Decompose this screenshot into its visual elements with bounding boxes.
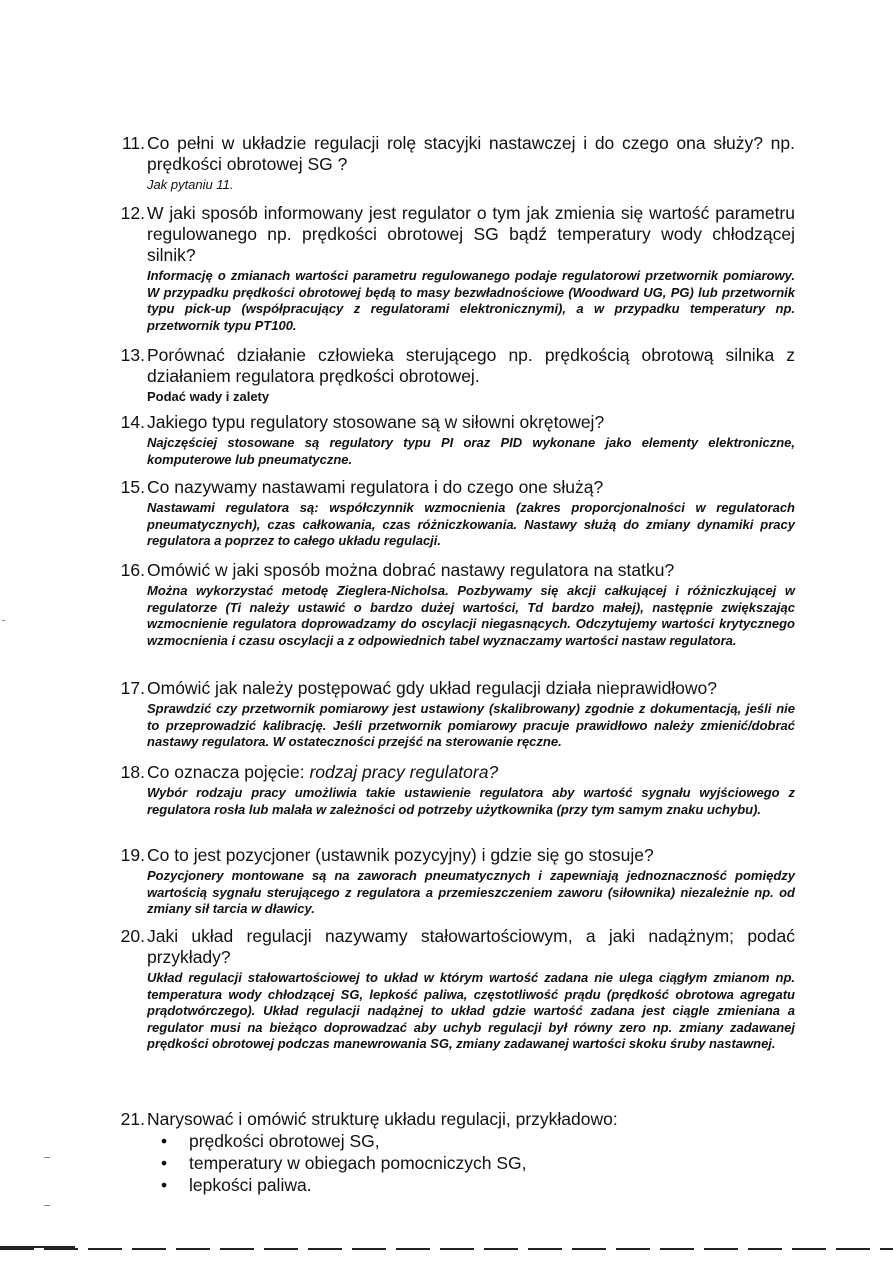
answer-text: Pozycjonery montowane są na zaworach pneumatycznych i zapewniają jednoznaczność pomiędzy wartością sygnału sterującego z regulatora a przemieszczeniem zaworu (siłownika) niezależnie np. od zmiany sił tarcia w dławicy. [147, 868, 795, 917]
question-number: 21. [120, 1109, 145, 1129]
answer-text: Podać wady i zalety [147, 389, 270, 404]
question-15 [105, 477, 795, 550]
answer-text: Najczęściej stosowane są regulatory typu PI oraz PID wykonane jako elementy elektroniczne, komputerowe lub pneumatyczne. [147, 435, 795, 467]
question-number: 15. [120, 477, 145, 497]
list-item: • prędkości obrotowej SG, [161, 1130, 795, 1152]
question-body: Omówić jak należy postępować gdy układ regulacji działa nieprawidłowo? [147, 678, 718, 698]
bullet-list [105, 1130, 795, 1196]
question-body: Co nazywamy nastawami regulatora i do czego one służą? [147, 477, 604, 497]
question-11 [105, 133, 795, 194]
question-20 [105, 926, 795, 1053]
divider-dashed [0, 1248, 893, 1250]
question-number: 11. [121, 133, 145, 153]
question-body: Jaki układ regulacji nazywamy stałowartościowym, a jaki nadążnym; podać przykłady? [147, 926, 795, 967]
question-text [105, 412, 795, 433]
question-body: W jaki sposób informowany jest regulator o tym jak zmienia się wartość parametru regulowanego np. prędkości obrotowej SG bądź temperatury wody chłodzącej silnik? [147, 203, 795, 265]
question-text [105, 560, 795, 581]
question-number: 17. [120, 678, 145, 698]
question-text [105, 1109, 795, 1130]
scan-mark [44, 1205, 50, 1206]
question-19 [105, 845, 795, 918]
question-number: 18. [120, 762, 145, 782]
question-number: 20. [120, 926, 145, 946]
answer-text: Układ regulacji stałowartościowej to układ w którym wartość zadana nie ulega ciągłym zmianom np. temperatura wody chłodzącej SG, lepkość paliwa, częstotliwość prądu (prędkość obrotowa agregatu prądotwórczego). Układ regulacji nadążnej to układ gdzie wartość zadana jest ciągle zmieniana a regulator musi na bieżąco doprowadzać aby uchyb regulacji był równy zero np. zmiany zadawanej prędkości obrotowej podczas manewrowania SG, zmiany zadawanej wartości skoku śruby nastawnej. [147, 970, 795, 1052]
question-body: Porównać działanie człowieka sterującego np. prędkością obrotową silnika z działaniem regulatora prędkości obrotowej. [147, 345, 795, 386]
question-18 [105, 762, 795, 818]
question-text [105, 345, 795, 387]
question-text [105, 926, 795, 968]
question-body-italic: rodzaj pracy regulatora? [309, 762, 499, 782]
answer-text: Wybór rodzaju pracy umożliwia takie ustawienie regulatora aby wartość sygnału wyjściowego z regulatora rosła lub malała w zależności od potrzeby użytkownika (przy tym samym znaku uchybu). [147, 785, 795, 817]
question-text [105, 762, 795, 783]
question-body: Omówić w jaki sposób można dobrać nastawy regulatora na statku? [147, 560, 675, 580]
question-14 [105, 412, 795, 468]
answer-text: Nastawami regulatora są: współczynnik wzmocnienia (zakres proporcjonalności w regulatorach pneumatycznych), czas całkowania, czas różniczkowania. Nastawy służą do zmiany dynamiki pracy regulatora a poprzez to całego układu regulacji. [147, 500, 795, 549]
answer-text: Można wykorzystać metodę Zieglera-Nicholsa. Pozbywamy się akcji całkującej i różniczkującej w regulatorze (Ti należy ustawić o bardzo dużej wartości, Td bardzo małej), następnie zwiększając wzmocnienie regulatora doprowadzamy do oscylacji niegasnących. Odczytujemy wartości krytycznego wzmocnienia i czasu oscylacji a z odpowiednich tabel wyznaczamy wartości nastaw regulatora. [147, 583, 795, 648]
question-number: 13. [120, 345, 145, 365]
question-text [105, 133, 795, 175]
question-text [105, 477, 795, 498]
question-16 [105, 560, 795, 649]
question-13 [105, 345, 795, 406]
scan-mark [44, 1157, 50, 1158]
question-12 [105, 203, 795, 334]
question-17 [105, 678, 795, 751]
question-body: Co pełni w układzie regulacji rolę stacyjki nastawczej i do czego ona służy? np. prędkości obrotowej SG ? [147, 133, 795, 174]
scan-mark [2, 620, 5, 621]
list-item: • lepkości paliwa. [161, 1174, 795, 1196]
question-text [105, 678, 795, 699]
question-text [105, 203, 795, 266]
question-body: Narysować i omówić strukturę układu regulacji, przykładowo: [147, 1109, 618, 1129]
answer-text: Informację o zmianach wartości parametru regulowanego podaje regulatorowi przetwornik pomiarowy. W przypadku prędkości obrotowej będą to masy bezwładnościowe (Woodward UG, PG) lub przetwornik typu pick-up (współpracujący z regulatorami elektronicznymi), a w przypadku temperatury np. przetwornik typu PT100. [147, 268, 795, 333]
question-number: 14. [120, 412, 145, 432]
list-item: • temperatury w obiegach pomocniczych SG, [161, 1152, 795, 1174]
question-21 [105, 1109, 795, 1196]
question-number: 12. [120, 203, 145, 223]
question-body-plain: Co oznacza pojęcie: [147, 762, 310, 782]
question-body: Co to jest pozycjoner (ustawnik pozycyjny) i gdzie się go stosuje? [147, 845, 654, 865]
answer-text: Sprawdzić czy przetwornik pomiarowy jest ustawiony (skalibrowany) zgodnie z dokumentacją, jeśli nie to przeprowadzić kalibrację. Jeśli przetwornik pomiarowy pracuje prawidłowo należy zmienić/dobrać nastawy regulatora. W ostateczności przejść na sterowanie ręczne. [147, 701, 795, 750]
answer-text: Jak pytaniu 11. [147, 177, 234, 192]
question-text [105, 845, 795, 866]
question-body: Jakiego typu regulatory stosowane są w siłowni okrętowej? [147, 412, 605, 432]
question-number: 19. [120, 845, 145, 865]
question-number: 16. [120, 560, 145, 580]
